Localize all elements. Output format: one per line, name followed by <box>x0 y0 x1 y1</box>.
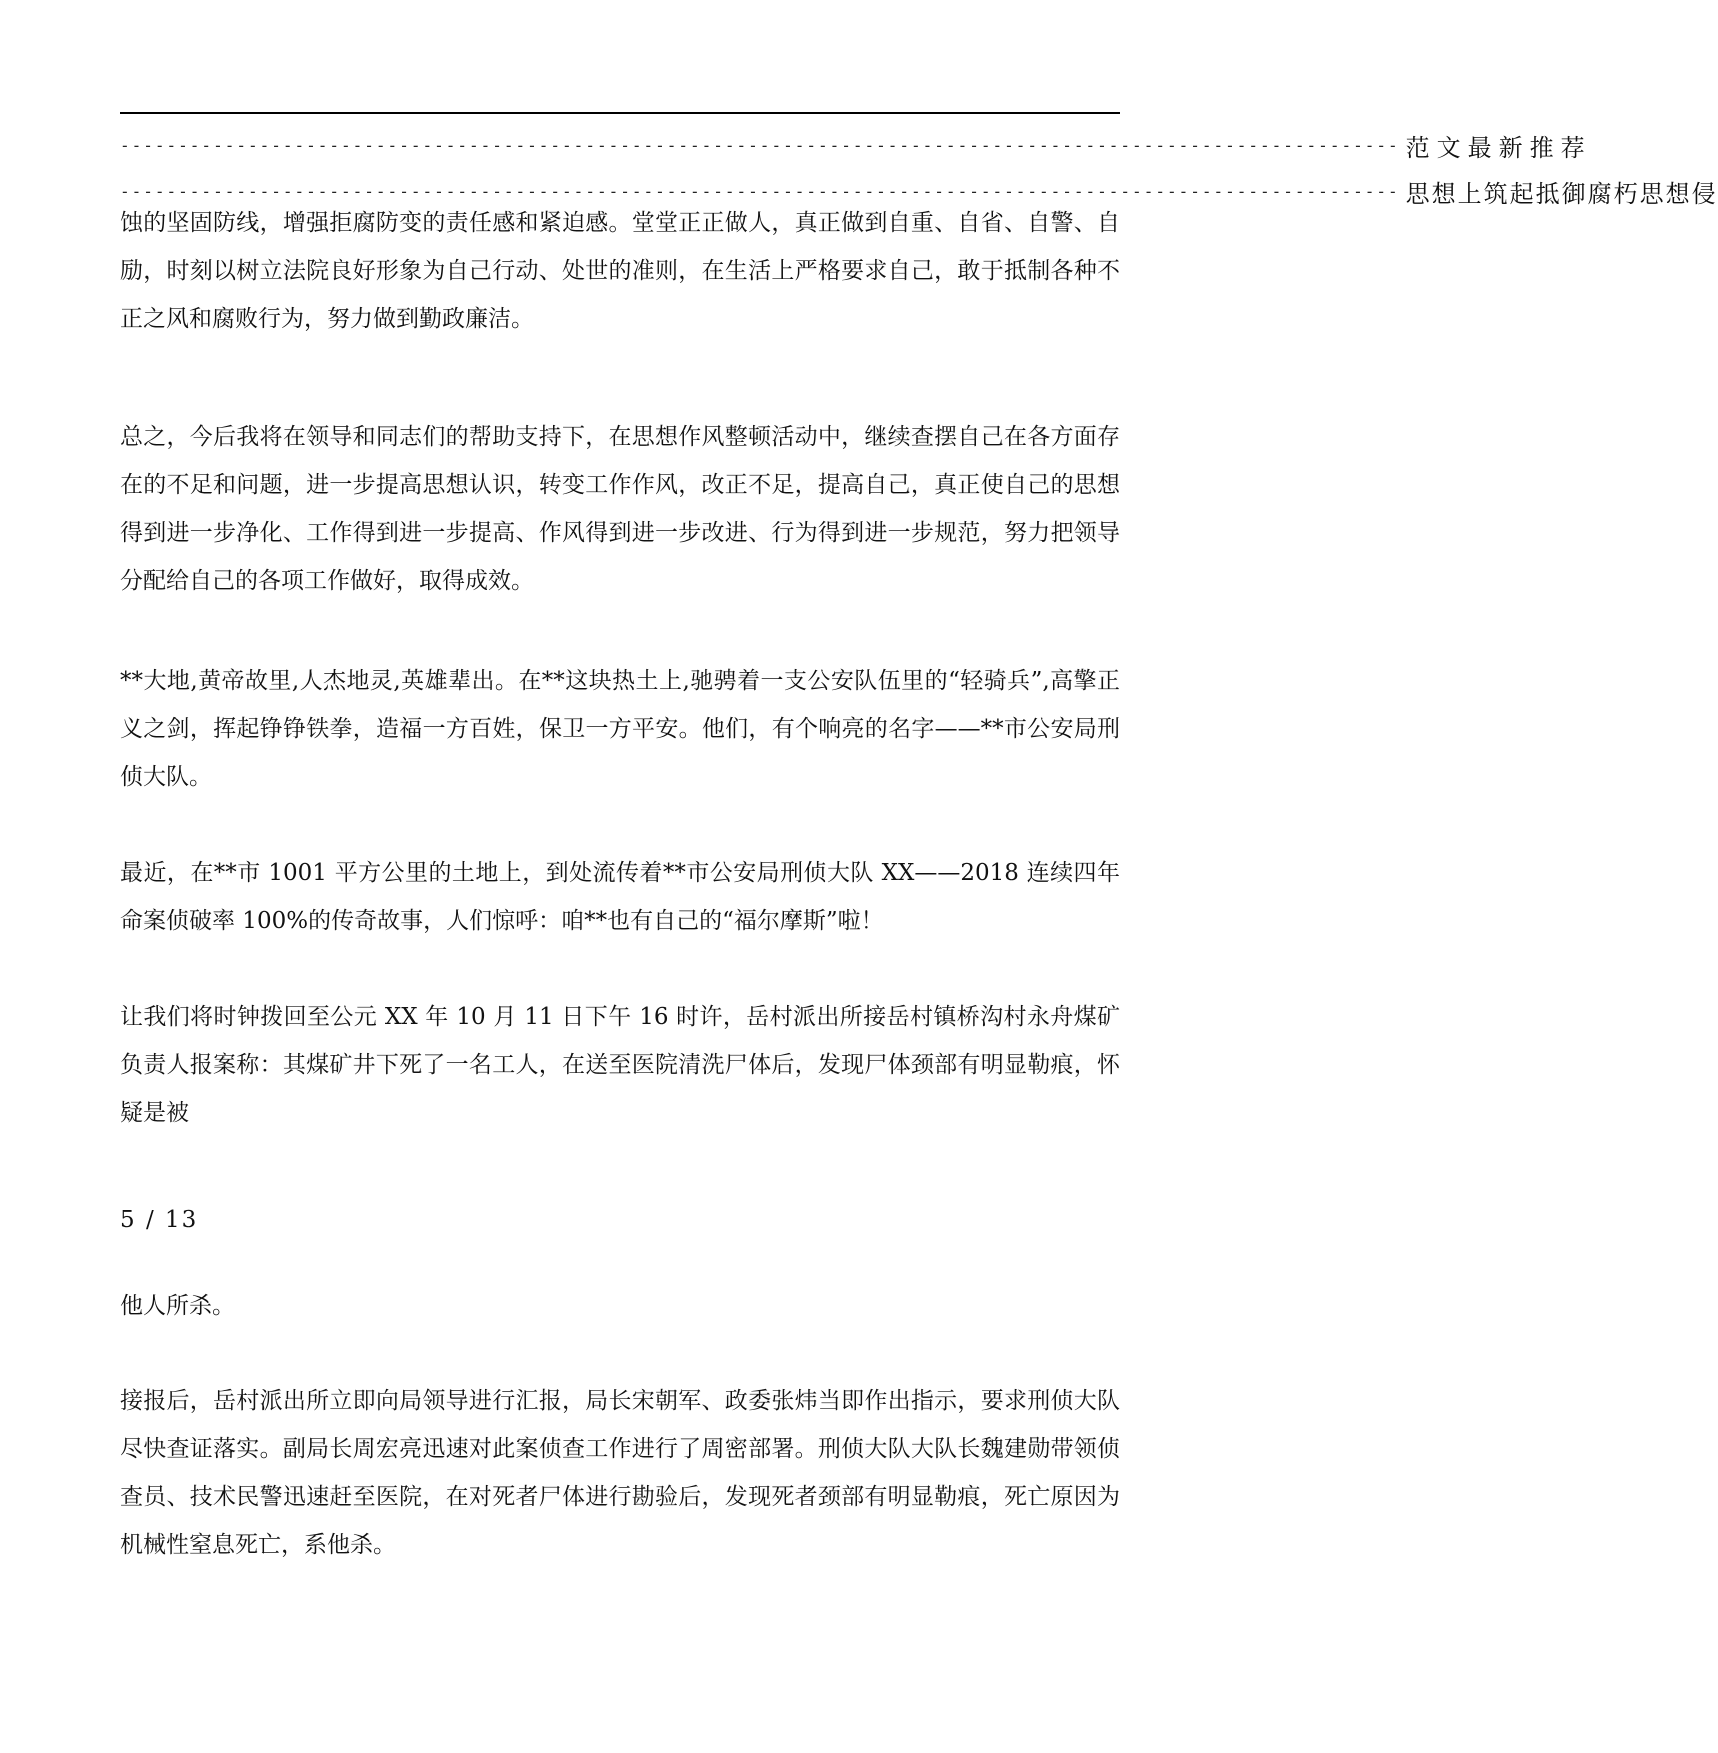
paragraph-continued: 他人所杀。 <box>120 1293 235 1319</box>
document-page <box>120 0 1718 1753</box>
header-label-lead: 思想上筑起抵御腐朽思想侵 <box>1405 179 1718 208</box>
dash-filler: -------------------------------------------------------------------------------------------------------------- <box>120 135 1400 155</box>
header-dash-line-1 <box>120 127 1592 163</box>
paragraph-summary: 总之，今后我将在领导和同志们的帮助支持下，在思想作风整顿活动中，继续查摆自己在各方面存在的不足和问题，进一步提高思想认识，转变工作作风，改正不足，提高自己，真正使自己的思想得到进一步净化、工作得到进一步提高、作风得到进一步改进、行为得到进一步规范，努力把领导分配给自己的各项工作做好，取得成效。 <box>120 424 1120 594</box>
header-rule <box>120 112 1120 114</box>
paragraph-case-report: 让我们将时钟拨回至公元 XX 年 10 月 11 日下午 16 时许，岳村派出所接岳村镇桥沟村永舟煤矿负责人报案称：其煤矿井下死了一名工人，在送至医院清洗尸体后，发现尸体颈部有明显勒痕，怀疑是被 <box>120 1004 1120 1126</box>
dash-filler: -------------------------------------------------------------------------------------------------------------- <box>120 181 1400 201</box>
header-label-latest: 范文最新推荐 <box>1405 133 1592 162</box>
page-number: 5 / 13 <box>120 1207 199 1233</box>
paragraph-recent: 最近，在**市 1001 平方公里的土地上，到处流传着**市公安局刑侦大队 XX——2018 连续四年命案侦破率 100%的传奇故事，人们惊呼：咱**也有自己的“福尔摩斯”啦！ <box>120 860 1120 934</box>
paragraph-response: 接报后，岳村派出所立即向局领导进行汇报，局长宋朝军、政委张炜当即作出指示，要求刑侦大队尽快查证落实。副局长周宏亮迅速对此案侦查工作进行了周密部署。刑侦大队大队长魏建勋带领侦查员、技术民警迅速赶至医院，在对死者尸体进行勘验后，发现死者颈部有明显勒痕，死亡原因为机械性窒息死亡，系他杀。 <box>120 1388 1120 1558</box>
paragraph-intro: **大地,黄帝故里,人杰地灵,英雄辈出。在**这块热土上,驰骋着一支公安队伍里的“轻骑兵”,高擎正义之剑，挥起铮铮铁拳，造福一方百姓，保卫一方平安。他们，有个响亮的名字——**市公安局刑侦大队。 <box>120 668 1120 790</box>
paragraph-continuation: 蚀的坚固防线，增强拒腐防变的责任感和紧迫感。堂堂正正做人，真正做到自重、自省、自警、自励，时刻以树立法院良好形象为自己行动、处世的准则，在生活上严格要求自己，敢于抵制各种不正之风和腐败行为，努力做到勤政廉洁。 <box>120 210 1120 332</box>
